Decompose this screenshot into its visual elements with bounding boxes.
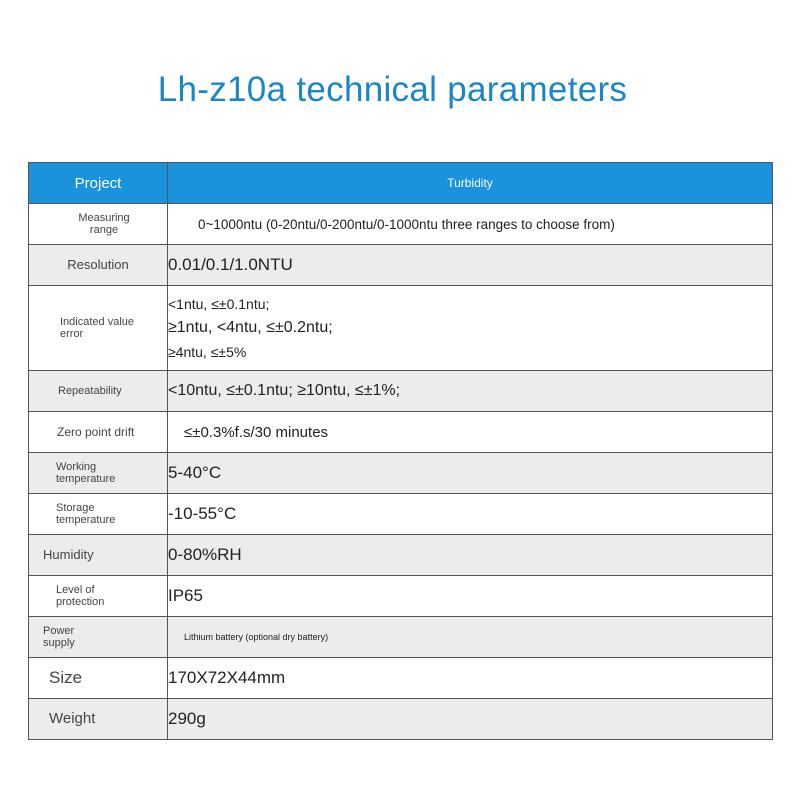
table-row (29, 658, 773, 699)
table-row (29, 699, 773, 740)
table-row (29, 412, 773, 453)
table-header-row (29, 163, 773, 204)
row-value-humidity: 0-80%RH (168, 535, 773, 576)
table-row (29, 453, 773, 494)
row-label-measuring-range: Measuring range (29, 204, 168, 245)
table-row (29, 286, 773, 371)
row-label-protection: Level of protection (29, 576, 168, 617)
table-row (29, 371, 773, 412)
row-label-humidity: Humidity (29, 535, 168, 576)
header-project: Project (29, 163, 168, 204)
row-label-weight: Weight (29, 699, 168, 740)
row-label-repeatability: Repeatability (29, 371, 168, 412)
error-line-1: <1ntu, ≤±0.1ntu; (168, 296, 270, 312)
parameters-table (28, 162, 773, 740)
row-value-resolution: 0.01/0.1/1.0NTU (168, 245, 773, 286)
table-row (29, 535, 773, 576)
header-turbidity: Turbidity (168, 163, 773, 204)
row-label-working-temperature: Working temperature (29, 453, 168, 494)
row-value-storage-temperature: -10-55°C (168, 494, 773, 535)
table-row (29, 576, 773, 617)
row-label-size: Size (29, 658, 168, 699)
row-value-indicated-error (168, 286, 773, 371)
row-label-indicated-error: Indicated value error (29, 286, 168, 371)
table-row (29, 617, 773, 658)
row-label-power-supply: Power supply (29, 617, 168, 658)
row-value-working-temperature: 5-40°C (168, 453, 773, 494)
page-title: Lh-z10a technical parameters (157, 70, 628, 109)
table-row (29, 494, 773, 535)
row-value-repeatability: <10ntu, ≤±0.1ntu; ≥10ntu, ≤±1%; (168, 371, 773, 412)
row-label-resolution: Resolution (29, 245, 168, 286)
row-label-zero-drift: Zero point drift (29, 412, 168, 453)
row-value-measuring-range: 0~1000ntu (0-20ntu/0-200ntu/0-1000ntu three ranges to choose from) (168, 204, 773, 245)
row-value-power-supply: Lithium battery (optional dry battery) (168, 617, 773, 658)
row-value-protection: IP65 (168, 576, 773, 617)
table-row (29, 245, 773, 286)
row-value-weight: 290g (168, 699, 773, 740)
error-line-3: ≥4ntu, ≤±5% (168, 344, 247, 360)
error-line-2: ≥1ntu, <4ntu, ≤±0.2ntu; (168, 319, 333, 336)
row-value-size: 170X72X44mm (168, 658, 773, 699)
row-label-storage-temperature: Storage temperature (29, 494, 168, 535)
table-row (29, 204, 773, 245)
row-value-zero-drift: ≤±0.3%f.s/30 minutes (168, 412, 773, 453)
